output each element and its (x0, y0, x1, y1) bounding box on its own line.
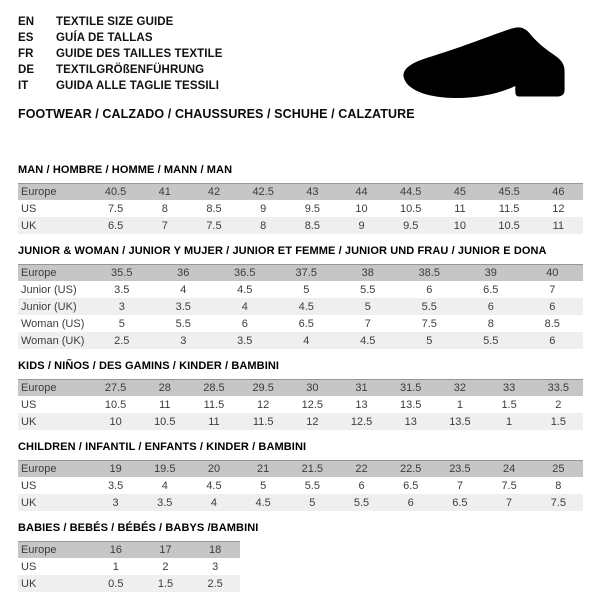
size-cell: 0.5 (91, 575, 141, 592)
size-cell: 11 (435, 200, 484, 217)
size-cell: 9.5 (386, 217, 435, 234)
dress-shoe-icon (390, 20, 586, 108)
language-label: GUIDE DES TAILLES TEXTILE (56, 48, 223, 60)
size-cell: 10.5 (485, 217, 534, 234)
size-cell: 12.5 (288, 396, 337, 413)
size-cell: 1 (435, 396, 484, 413)
size-cell: 11.5 (485, 200, 534, 217)
size-cell: 42 (189, 184, 238, 201)
size-cell: 5.5 (337, 281, 399, 298)
language-code: EN (18, 16, 35, 28)
size-cell: 33 (485, 380, 534, 397)
size-cell: 32 (435, 380, 484, 397)
row-label: Woman (US) (18, 315, 91, 332)
size-cell: 12 (534, 200, 583, 217)
size-cell: 7 (435, 477, 484, 494)
language-row (18, 78, 378, 94)
language-row (18, 14, 378, 30)
size-cell: 3.5 (91, 477, 140, 494)
size-cell: 5.5 (460, 332, 522, 349)
size-cell: 6 (460, 298, 522, 315)
size-cell: 4.5 (239, 494, 288, 511)
size-cell: 40 (522, 265, 584, 282)
size-cell: 2 (534, 396, 583, 413)
row-label: Junior (US) (18, 281, 91, 298)
size-cell: 5 (288, 494, 337, 511)
size-cell: 1.5 (534, 413, 583, 430)
size-cell: 46 (534, 184, 583, 201)
row-label: Woman (UK) (18, 332, 91, 349)
language-code: ES (18, 32, 34, 44)
size-cell: 22.5 (386, 461, 435, 478)
language-code: DE (18, 64, 35, 76)
size-cell: 41 (140, 184, 189, 201)
size-cell: 36 (153, 265, 215, 282)
size-cell: 8 (239, 217, 288, 234)
size-cell: 4 (214, 298, 276, 315)
size-cell: 40.5 (91, 184, 140, 201)
size-cell: 7.5 (485, 477, 534, 494)
size-cell: 1.5 (141, 575, 191, 592)
size-cell: 3 (190, 558, 240, 575)
size-cell: 5.5 (399, 298, 461, 315)
size-cell: 44.5 (386, 184, 435, 201)
size-cell: 11 (189, 413, 238, 430)
size-table-title: MAN / HOMBRE / HOMME / MANN / MAN (18, 164, 233, 176)
size-cell: 45 (435, 184, 484, 201)
row-label: US (18, 558, 91, 575)
size-cell: 8 (460, 315, 522, 332)
size-table (18, 379, 583, 430)
row-label: Europe (18, 542, 91, 559)
size-cell: 28.5 (189, 380, 238, 397)
table-row (18, 298, 583, 315)
size-table-title: KIDS / NIÑOS / DES GAMINS / KINDER / BAMBINI (18, 360, 280, 372)
size-cell: 10 (337, 200, 386, 217)
row-label: US (18, 477, 91, 494)
size-cell: 22 (337, 461, 386, 478)
size-cell: 4.5 (189, 477, 238, 494)
size-cell: 27.5 (91, 380, 140, 397)
size-cell: 29.5 (239, 380, 288, 397)
size-cell: 30 (288, 380, 337, 397)
language-row (18, 62, 378, 78)
size-cell: 3.5 (140, 494, 189, 511)
row-label: US (18, 396, 91, 413)
size-cell: 3 (91, 494, 140, 511)
size-cell: 11 (534, 217, 583, 234)
row-label: Europe (18, 380, 91, 397)
size-tables (18, 164, 583, 592)
size-cell: 5 (337, 298, 399, 315)
size-cell: 6 (522, 298, 584, 315)
size-cell: 3 (153, 332, 215, 349)
size-cell: 6.5 (460, 281, 522, 298)
size-cell: 7.5 (189, 217, 238, 234)
size-table (18, 264, 583, 349)
size-cell: 36.5 (214, 265, 276, 282)
row-label: Junior (UK) (18, 298, 91, 315)
table-row (18, 558, 240, 575)
size-cell: 12 (239, 396, 288, 413)
size-cell: 3.5 (91, 281, 153, 298)
size-cell: 38.5 (399, 265, 461, 282)
size-cell: 11.5 (239, 413, 288, 430)
table-row (18, 494, 583, 511)
size-table-section (18, 164, 583, 234)
size-cell: 5 (399, 332, 461, 349)
size-cell: 6.5 (91, 217, 140, 234)
row-label: UK (18, 494, 91, 511)
size-cell: 8.5 (288, 217, 337, 234)
table-row (18, 281, 583, 298)
size-cell: 28 (140, 380, 189, 397)
size-table-section (18, 441, 583, 511)
size-cell: 37.5 (276, 265, 338, 282)
size-cell: 13 (386, 413, 435, 430)
size-cell: 19 (91, 461, 140, 478)
size-cell: 7 (485, 494, 534, 511)
size-cell: 17 (141, 542, 191, 559)
size-cell: 12.5 (337, 413, 386, 430)
size-cell: 5 (91, 315, 153, 332)
size-cell: 4 (153, 281, 215, 298)
size-cell: 10 (435, 217, 484, 234)
size-cell: 5.5 (337, 494, 386, 511)
size-cell: 25 (534, 461, 583, 478)
language-list (18, 14, 378, 94)
size-cell: 6.5 (276, 315, 338, 332)
size-cell: 6.5 (386, 477, 435, 494)
size-cell: 6 (522, 332, 584, 349)
size-cell: 8 (534, 477, 583, 494)
size-cell: 6 (337, 477, 386, 494)
table-row (18, 461, 583, 478)
size-cell: 2.5 (190, 575, 240, 592)
language-label: TEXTILE SIZE GUIDE (56, 16, 174, 28)
size-cell: 2.5 (91, 332, 153, 349)
row-label: UK (18, 575, 91, 592)
row-label: US (18, 200, 91, 217)
table-row (18, 542, 240, 559)
size-cell: 8 (140, 200, 189, 217)
size-cell: 7.5 (534, 494, 583, 511)
size-cell: 31 (337, 380, 386, 397)
language-row (18, 30, 378, 46)
size-cell: 7 (522, 281, 584, 298)
size-table-section (18, 245, 583, 349)
table-row (18, 477, 583, 494)
size-cell: 7 (337, 315, 399, 332)
size-cell: 38 (337, 265, 399, 282)
size-cell: 13 (337, 396, 386, 413)
size-cell: 9 (239, 200, 288, 217)
size-cell: 1.5 (485, 396, 534, 413)
size-cell: 2 (141, 558, 191, 575)
size-cell: 12 (288, 413, 337, 430)
language-row (18, 46, 378, 62)
size-cell: 7.5 (399, 315, 461, 332)
size-cell: 33.5 (534, 380, 583, 397)
table-row (18, 413, 583, 430)
size-cell: 3.5 (214, 332, 276, 349)
table-row (18, 575, 240, 592)
size-cell: 4 (140, 477, 189, 494)
size-table-section (18, 522, 583, 592)
size-cell: 31.5 (386, 380, 435, 397)
row-label: Europe (18, 265, 91, 282)
language-label: GUÍA DE TALLAS (56, 32, 153, 44)
language-code: FR (18, 48, 34, 60)
size-cell: 3.5 (153, 298, 215, 315)
size-cell: 6 (386, 494, 435, 511)
size-cell: 16 (91, 542, 141, 559)
row-label: UK (18, 217, 91, 234)
size-cell: 24 (485, 461, 534, 478)
size-cell: 10.5 (140, 413, 189, 430)
size-cell: 6 (214, 315, 276, 332)
size-cell: 4.5 (214, 281, 276, 298)
size-cell: 35.5 (91, 265, 153, 282)
size-cell: 5 (239, 477, 288, 494)
size-cell: 5 (276, 281, 338, 298)
table-row (18, 315, 583, 332)
size-cell: 5.5 (153, 315, 215, 332)
size-table (18, 541, 240, 592)
size-cell: 4 (276, 332, 338, 349)
table-row (18, 332, 583, 349)
size-cell: 10.5 (91, 396, 140, 413)
size-cell: 13.5 (386, 396, 435, 413)
size-cell: 43 (288, 184, 337, 201)
size-cell: 21 (239, 461, 288, 478)
size-table-title: CHILDREN / INFANTIL / ENFANTS / KINDER / BAMBINI (18, 441, 307, 453)
size-cell: 9 (337, 217, 386, 234)
size-cell: 11 (140, 396, 189, 413)
size-cell: 13.5 (435, 413, 484, 430)
size-cell: 8.5 (522, 315, 584, 332)
row-label: Europe (18, 184, 91, 201)
size-cell: 1 (91, 558, 141, 575)
size-cell: 10.5 (386, 200, 435, 217)
table-row (18, 200, 583, 217)
size-cell: 1 (485, 413, 534, 430)
size-cell: 6 (399, 281, 461, 298)
table-row (18, 265, 583, 282)
size-cell: 42.5 (239, 184, 288, 201)
table-row (18, 380, 583, 397)
size-cell: 4 (189, 494, 238, 511)
size-cell: 7.5 (91, 200, 140, 217)
size-cell: 9.5 (288, 200, 337, 217)
size-cell: 45.5 (485, 184, 534, 201)
size-table (18, 460, 583, 511)
row-label: Europe (18, 461, 91, 478)
table-row (18, 217, 583, 234)
size-table-title: BABIES / BEBÉS / BÉBÉS / BABYS /BAMBINI (18, 522, 259, 534)
size-cell: 5.5 (288, 477, 337, 494)
size-table-section (18, 360, 583, 430)
size-cell: 19.5 (140, 461, 189, 478)
size-cell: 18 (190, 542, 240, 559)
size-cell: 6.5 (435, 494, 484, 511)
size-cell: 4.5 (337, 332, 399, 349)
language-code: IT (18, 80, 29, 92)
size-cell: 8.5 (189, 200, 238, 217)
size-cell: 7 (140, 217, 189, 234)
row-label: UK (18, 413, 91, 430)
size-cell: 3 (91, 298, 153, 315)
size-cell: 4.5 (276, 298, 338, 315)
language-label: TEXTILGRÖßENFÜHRUNG (56, 64, 205, 76)
size-cell: 23.5 (435, 461, 484, 478)
size-cell: 10 (91, 413, 140, 430)
size-cell: 20 (189, 461, 238, 478)
size-cell: 39 (460, 265, 522, 282)
size-table (18, 183, 583, 234)
size-cell: 11.5 (189, 396, 238, 413)
category-heading: FOOTWEAR / CALZADO / CHAUSSURES / SCHUHE / CALZATURE (18, 107, 415, 121)
language-label: GUIDA ALLE TAGLIE TESSILI (56, 80, 220, 92)
table-row (18, 184, 583, 201)
size-table-title: JUNIOR & WOMAN / JUNIOR Y MUJER / JUNIOR ET FEMME / JUNIOR UND FRAU / JUNIOR E DONA (18, 245, 547, 257)
size-cell: 44 (337, 184, 386, 201)
table-row (18, 396, 583, 413)
size-cell: 21.5 (288, 461, 337, 478)
